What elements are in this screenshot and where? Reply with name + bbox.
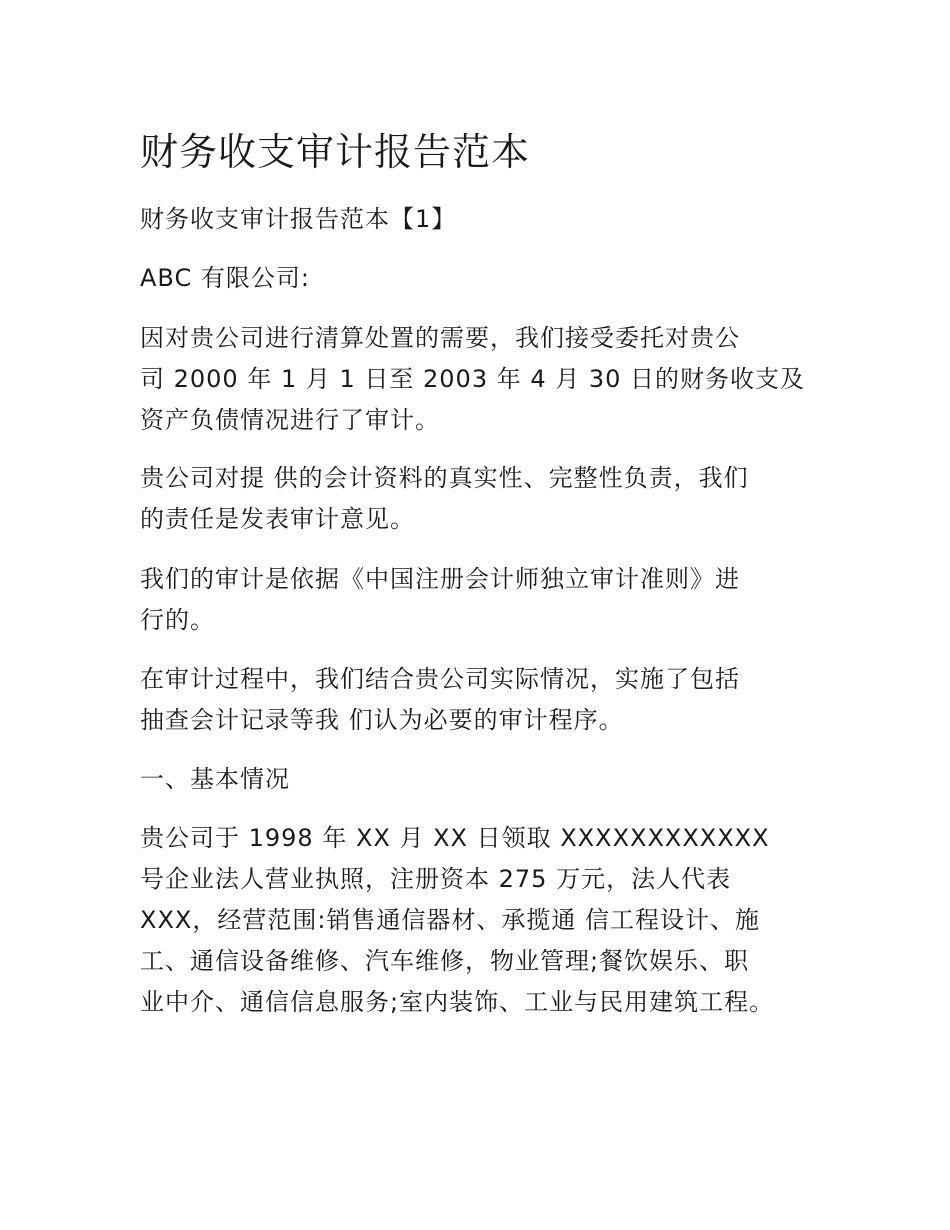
paragraph-standards [140, 559, 740, 641]
addressee: ABC 有限公司: [140, 264, 310, 292]
document-title: 财务收支审计报告范本 [140, 130, 531, 174]
paragraph-line: 的责任是发表审计意见。 [140, 505, 415, 533]
section-heading: 一、基本情况 [140, 765, 290, 793]
paragraph-line: 司 2000 年 1 月 1 日至 2003 年 4 月 30 日的财务收支及 [140, 365, 806, 393]
paragraph-responsibility [140, 458, 749, 540]
paragraph-line: 号企业法人营业执照，注册资本 275 万元，法人代表 [140, 865, 732, 893]
paragraph-procedures [140, 659, 740, 741]
paragraph-line: 在审计过程中，我们结合贵公司实际情况，实施了包括 [140, 665, 740, 693]
paragraph-line: 我们的审计是依据《中国注册会计师独立审计准则》进 [140, 565, 740, 593]
paragraph-line: 行的。 [140, 606, 215, 634]
report-subtitle: 财务收支审计报告范本【1】 [140, 205, 457, 233]
paragraph-line: 工、通信设备维修、汽车维修，物业管理;餐饮娱乐、职 [140, 947, 750, 975]
paragraph-line: 贵公司于 1998 年 XX 月 XX 日领取 XXXXXXXXXXXX [140, 824, 770, 852]
paragraph-line: 因对贵公司进行清算处置的需要，我们接受委托对贵公 [140, 324, 740, 352]
paragraph-line: 业中介、通信信息服务;室内装饰、工业与民用建筑工程。 [140, 988, 775, 1016]
paragraph-line: 抽查会计记录等我 们认为必要的审计程序。 [140, 706, 624, 734]
paragraph-basic-info [140, 818, 774, 1023]
paragraph-line: 资产负债情况进行了审计。 [140, 406, 440, 434]
paragraph-engagement [140, 318, 805, 441]
paragraph-line: XXX，经营范围:销售通信器材、承揽通 信工程设计、施 [140, 906, 761, 934]
paragraph-line: 贵公司对提 供的会计资料的真实性、完整性负责，我们 [140, 464, 749, 492]
